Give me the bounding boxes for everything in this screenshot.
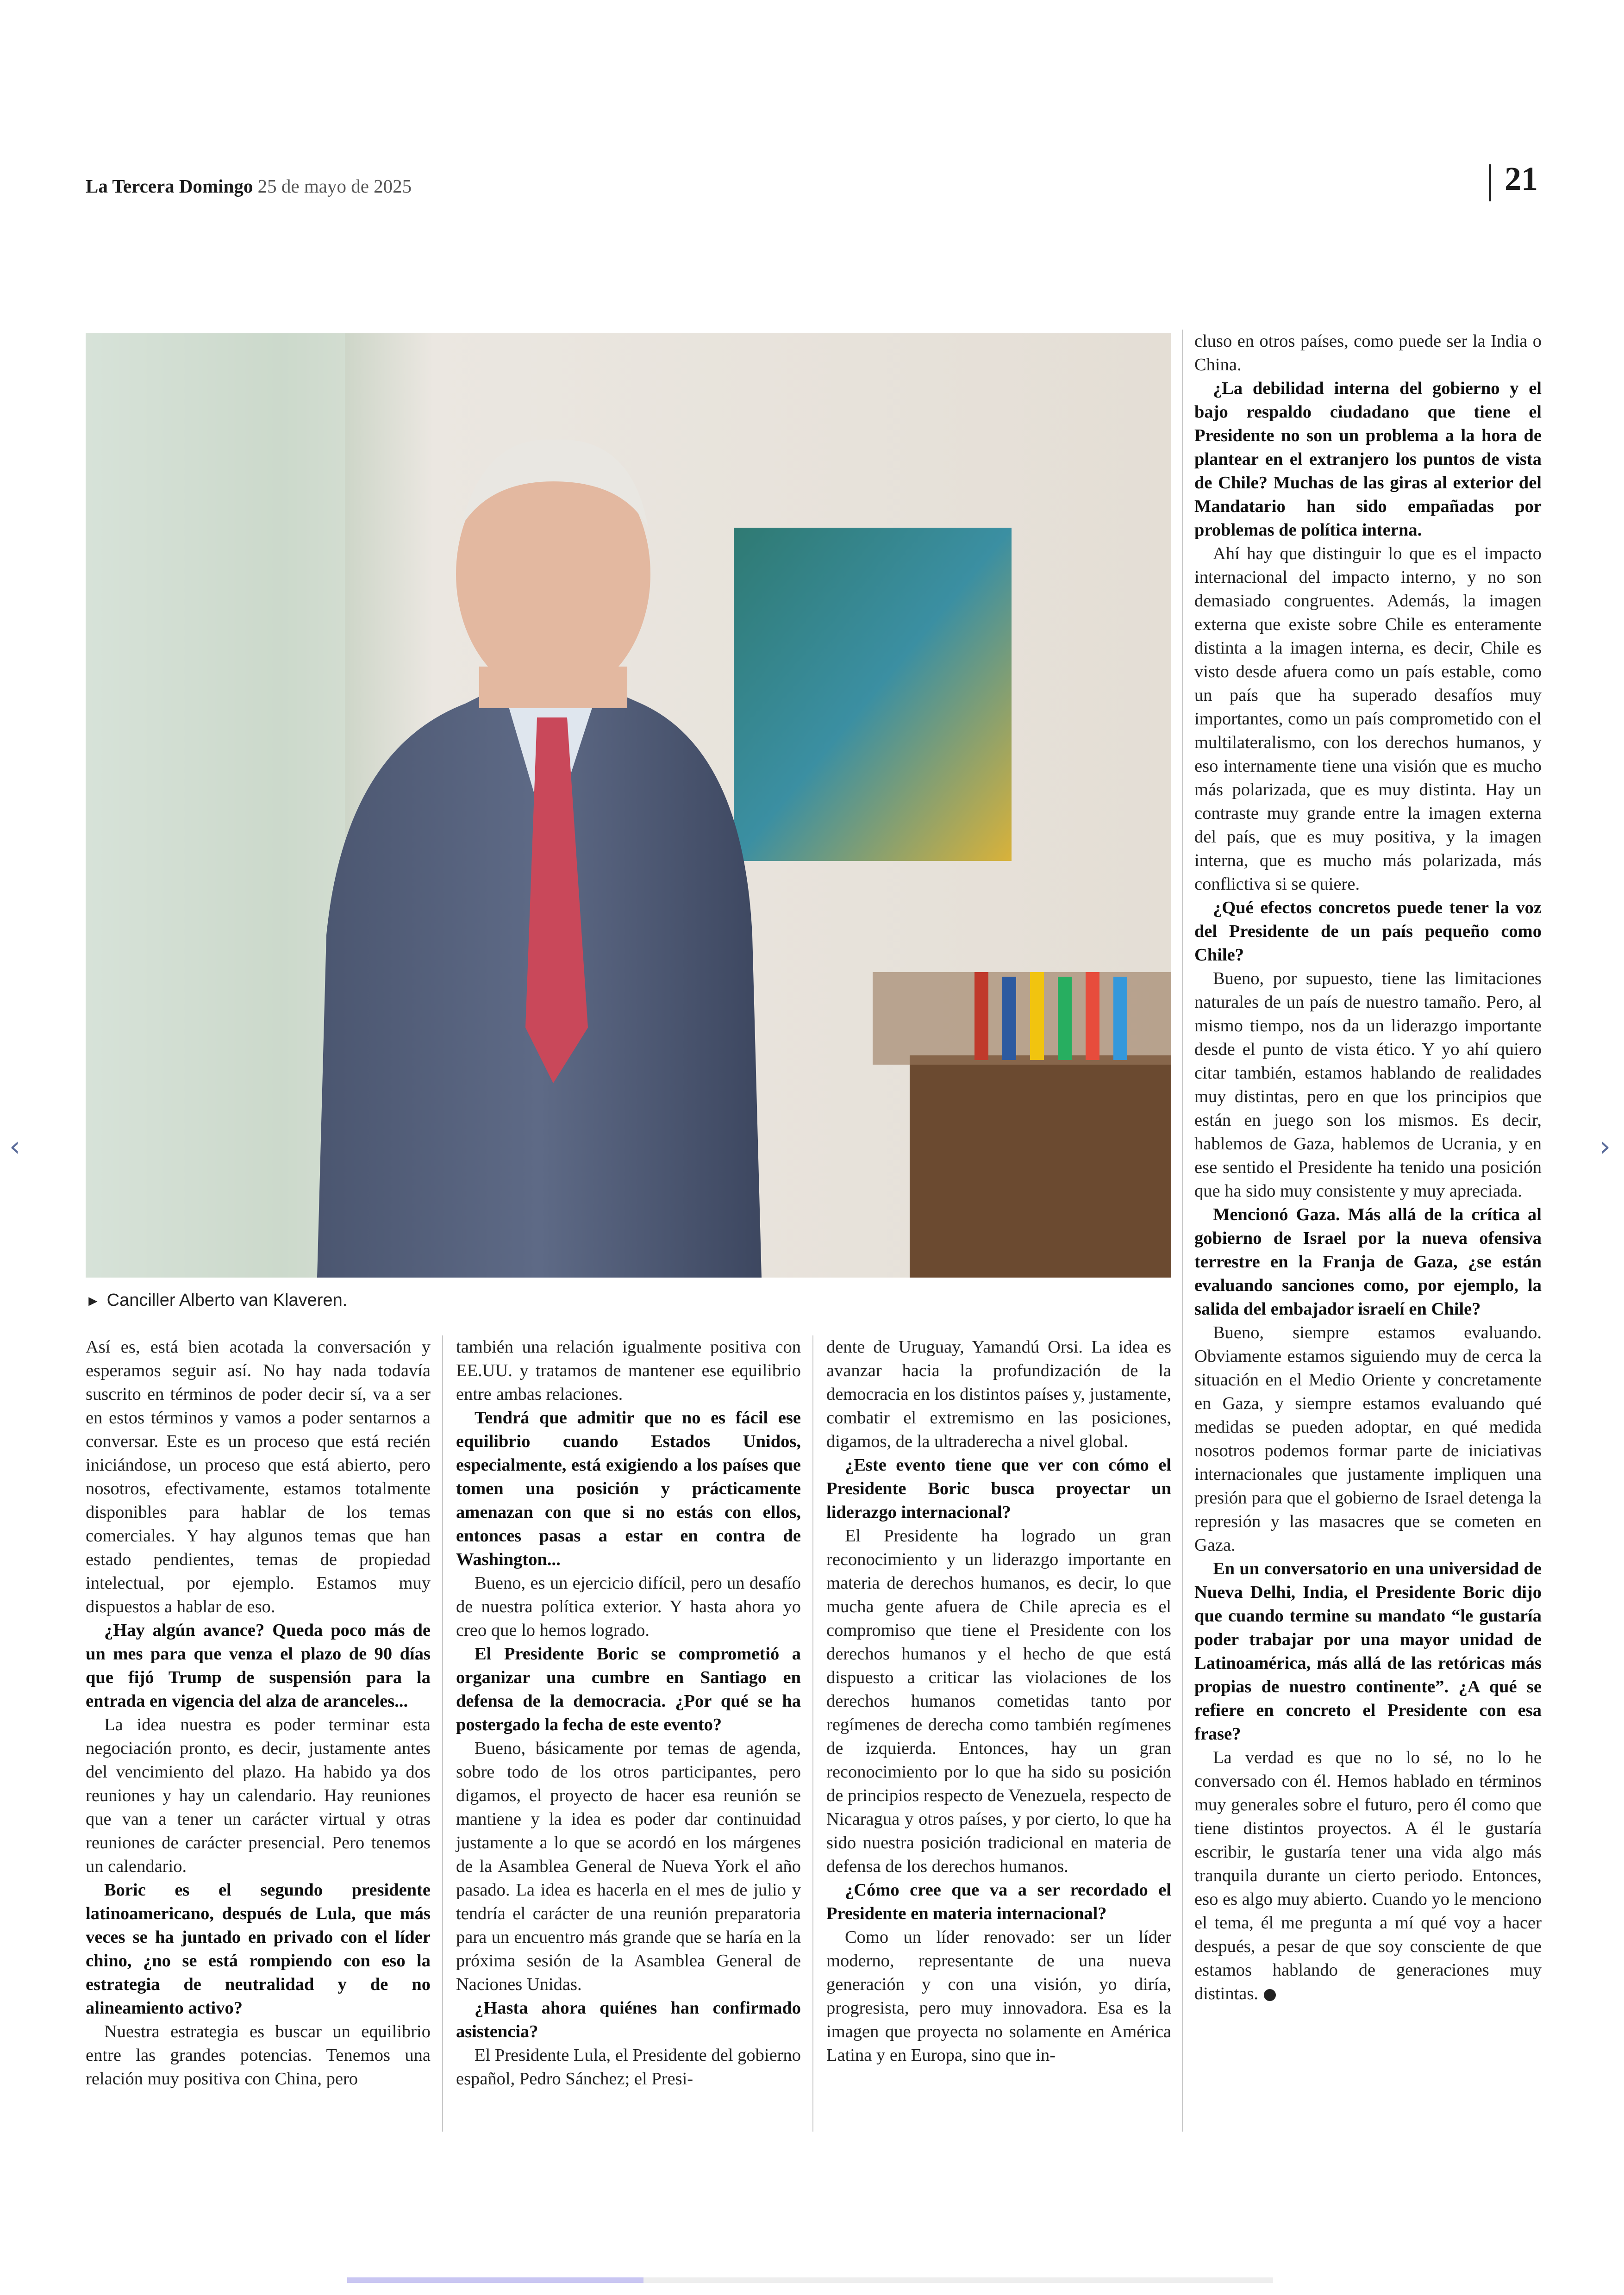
interview-question: ¿Este evento tiene que ver con cómo el Presidente Boric busca proyectar un liderazgo internacional? [826,1455,1171,1522]
page-number: 21 [1505,160,1538,197]
chevron-right-icon[interactable]: › [1599,1130,1611,1163]
interview-answer: Ahí hay que distinguir lo que es el impacto internacional del impacto interno, y no son demasiado congruentes. Además, la imagen externa que existe sobre Chile es enteramente distinta a la imagen interna, es decir, Chile es visto desde afuera como un país estable, como un país que ha superado desafíos muy importantes, como un país comprometido con el multilateralismo, con los derechos humanos, y eso internamente tiene una visión que es mucho más polarizada, que es muy distinta. Hay un contraste muy grande entre la imagen externa del país, que es muy positiva, y la imagen interna, que es mucho más polarizada, más conflictiva si se quiere. [1194,544,1542,894]
interview-answer: Bueno, por supuesto, tiene las limitaciones naturales de un país de nuestro tamaño. Pero, al mismo tiempo, nos da un liderazgo importante desde el punto de vista ético. Y yo ahí quiero citar también, estamos hablando de realidades muy distintas, pero en que los principios que están en juego son los mismos. Es decir, hablemos de Gaza, hablemos de Ucrania, y en ese sentido el Presidente ha tenido una posición que ha sido muy consistente y muy apreciada. [1194,969,1542,1201]
interview-question: ¿Cómo cree que va a ser recordado el Presidente en materia internacional? [826,1880,1171,1923]
end-of-article-icon [1264,1989,1276,2001]
article-column-3 [826,1335,1171,2067]
article-column-4 [1194,330,1542,2006]
portrait-illustration [86,333,1171,1278]
interview-answer: también una relación igualmente positiva con EE.UU. y tratamos de mantener ese equilibrio entre ambas relaciones. [456,1337,801,1404]
interview-answer: Como un líder renovado: ser un líder moderno, representante de una nueva generación y con una visión, yo diría, progresista, pero muy innovadora. Esa es la imagen que proyecta no solamente en América Latina y en Europa, sino que in- [826,1927,1171,2065]
interview-question: En un conversatorio en una universidad de Nueva Delhi, India, el Presidente Boric dijo que cuando termine su mandato “le gustaría poder trabajar por una mayor unidad de Latinoamérica, más allá de las retóricas más propias de nuestro continente”. ¿A qué se refiere en concreto el Presidente con esa frase? [1194,1559,1542,1744]
interview-answer: La idea nuestra es poder terminar esta negociación pronto, es decir, justamente antes del vencimiento del plazo. Ha habido ya dos reuniones y hay un calendario. Hay reuniones que van a tener un carácter virtual y otras reuniones de carácter presencial. Pero tenemos un calendario. [86,1715,431,1876]
horizontal-scroll-thumb[interactable] [347,2277,643,2283]
caption-marker-icon: ► [86,1292,100,1309]
interview-question: ¿La debilidad interna del gobierno y el bajo respaldo ciudadano que tiene el Presidente no son un problema a la hora de plantear en el extranjero los puntos de vista de Chile? Muchas de las giras al exterior del Mandatario han sido empañadas por problemas de política interna. [1194,379,1542,540]
interview-question: Tendrá que admitir que no es fácil ese equilibrio cuando Estados Unidos, especialmente, está exigiendo a los países que tomen una posición y prácticamente amenazan con que si no estás con ellos, entonces pasas a estar en contra de Washington... [456,1408,801,1569]
column-divider [442,1335,443,2132]
interview-question: ¿Qué efectos concretos puede tener la voz del Presidente de un país pequeño como Chile? [1194,898,1542,965]
photo-caption [86,1291,347,1310]
interview-answer: Nuestra estrategia es buscar un equilibrio entre las grandes potencias. Tenemos una relación muy positiva con China, pero [86,2022,431,2089]
interview-answer: Así es, está bien acotada la conversación y esperamos seguir así. No hay nada todavía suscrito en términos de poder decir sí, va a ser en estos términos y vamos a poder sentarnos a conversar. Este es un proceso que está recién iniciándose, un proceso que está abierto, pero nosotros, efectivamente, estamos totalmente disponibles para hablar de los temas comerciales. Y hay algunos temas que han estado pendientes, temas de propiedad intelectual, por ejemplo. Estamos muy dispuestos a hablar de eso. [86,1337,431,1616]
caption-text: Canciller Alberto van Klaveren. [106,1291,348,1310]
page-number-divider [1489,164,1491,201]
interview-answer: Bueno, es un ejercicio difícil, pero un desafío de nuestra política exterior. Y hasta ahora yo creo que lo hemos logrado. [456,1573,801,1640]
article-column-1 [86,1335,431,2091]
column-divider [1182,330,1183,2132]
interview-question: ¿Hasta ahora quiénes han confirmado asistencia? [456,1998,801,2041]
interview-answer: cluso en otros países, como puede ser la India o China. [1194,331,1542,374]
interview-question: Boric es el segundo presidente latinoamericano, después de Lula, que más veces se ha juntado en privado con el líder chino, ¿no se está rompiendo con eso la estrategia de neutralidad y de no alineamiento activo? [86,1880,431,2018]
column-divider [812,1335,813,2132]
publication-date: 25 de mayo de 2025 [257,175,412,197]
interview-question: Mencionó Gaza. Más allá de la crítica al gobierno de Israel por la nueva ofensiva terrestre en la Franja de Gaza, ¿se están evaluando sanciones como, por ejemplo, la salida del embajador israelí en Chile? [1194,1205,1542,1319]
main-photo [86,333,1171,1278]
interview-answer: dente de Uruguay, Yamandú Orsi. La idea es avanzar hacia la profundización de la democracia en los distintos países y, justamente, combatir el extremismo en las posiciones, digamos, de la ultraderecha a nivel global. [826,1337,1171,1451]
interview-answer: Bueno, básicamente por temas de agenda, sobre todo de los otros participantes, pero digamos, el proyecto de hacer esa reunión se mantiene y la idea es poder dar continuidad justamente a lo que se acordó en los márgenes de la Asamblea General de Nueva York el año pasado. La idea es hacerla en el mes de julio y tendría el carácter de una reunión preparatoria para un encuentro más grande que se haría en la próxima sesión de la Asamblea General de Naciones Unidas. [456,1739,801,1994]
publication-name: La Tercera Domingo [86,175,253,197]
interview-answer: El Presidente Lula, el Presidente del gobierno español, Pedro Sánchez; el Presi- [456,2046,801,2089]
interview-question: El Presidente Boric se comprometió a organizar una cumbre en Santiago en defensa de la democracia. ¿Por qué se ha postergado la fecha de este evento? [456,1644,801,1734]
interview-answer: El Presidente ha logrado un gran reconocimiento y un liderazgo importante en materia de derechos humanos, es decir, lo que mucha gente afuera de Chile aprecia es el compromiso que tiene el Presidente con los derechos humanos y el hecho de que está dispuesto a criticar las violaciones de los derechos humanos cometidas tanto por regímenes de derecha como también regímenes de izquierda. Entonces, hay un gran reconocimiento por lo que ha sido su posición de principios respecto de Venezuela, respecto de Nicaragua y otros países, y por cierto, lo que ha sido nuestra posición tradicional en materia de defensa de los derechos humanos. [826,1526,1171,1876]
chevron-left-icon[interactable]: ‹ [9,1130,20,1163]
interview-answer: La verdad es que no lo sé, no lo he conversado con él. Hemos hablado en términos muy generales sobre el futuro, pero él como que tiene distintos proyectos. A él le gustaría escribir, le gustaría tener una vida algo más tranquila durante un cierto periodo. Entonces, eso es algo muy abierto. Cuando yo le menciono el tema, él me pregunta a mí qué voy a hacer después, a pesar de que soy consciente de que estamos hablando de generaciones muy distintas. [1194,1748,1542,2003]
interview-question: ¿Hay algún avance? Queda poco más de un mes para que venza el plazo de 90 días que fijó Trump de suspensión para la entrada en vigencia del alza de aranceles... [86,1621,431,1711]
article-column-2 [456,1335,801,2091]
page-header [86,175,412,197]
interview-answer: Bueno, siempre estamos evaluando. Obviamente estamos siguiendo muy de cerca la situación en el Medio Oriente y concretamente en Gaza, y siempre estamos evaluando qué medidas se pueden adoptar, en qué medida nosotros podemos formar parte de iniciativas internacionales que justamente impliquen una presión para que el gobierno de Israel detenga la represión y las masacres que se cometen en Gaza. [1194,1323,1542,1555]
